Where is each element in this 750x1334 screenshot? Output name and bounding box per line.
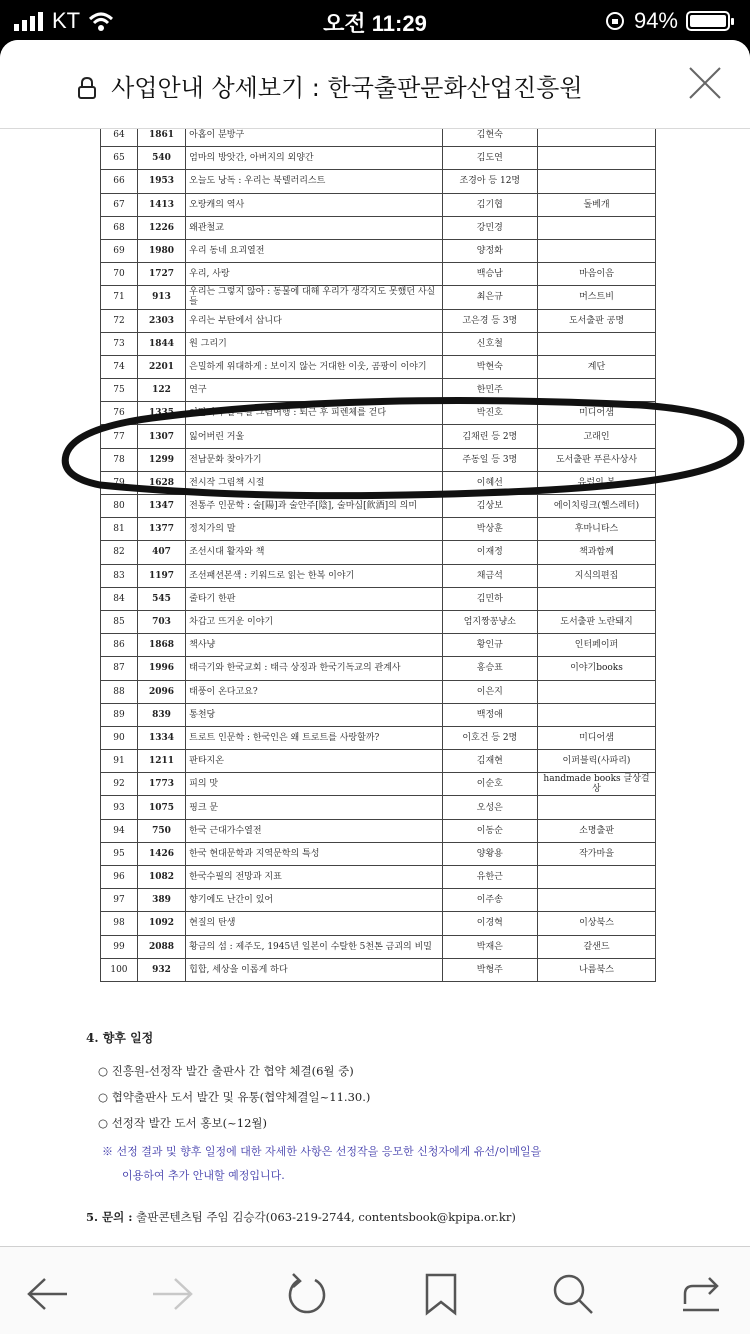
row-number: 81 <box>101 518 138 541</box>
publisher-cell: 도서출판 노란돼지 <box>538 610 656 633</box>
entry-id: 1773 <box>137 773 185 796</box>
entry-id: 1226 <box>137 216 185 239</box>
publisher-cell <box>538 587 656 610</box>
author-cell: 양왕용 <box>442 842 537 865</box>
row-number: 86 <box>101 634 138 657</box>
table-row <box>101 796 656 819</box>
book-title: 우리, 사랑 <box>186 263 442 286</box>
entry-id: 1299 <box>137 448 185 471</box>
author-cell: 신호철 <box>442 332 537 355</box>
author-cell: 최은규 <box>442 286 537 309</box>
selection-table <box>100 129 656 982</box>
entry-id: 2201 <box>137 355 185 378</box>
entry-id: 122 <box>137 379 185 402</box>
carrier-label: KT <box>52 8 81 33</box>
publisher-cell: 이상북스 <box>538 912 656 935</box>
book-title: 전시작 그림책 시절 <box>186 471 442 494</box>
table-row <box>101 610 656 633</box>
publisher-cell <box>538 680 656 703</box>
book-title: 피의 맛 <box>186 773 442 796</box>
entry-id: 750 <box>137 819 185 842</box>
author-cell: 이순호 <box>442 773 537 796</box>
row-number: 87 <box>101 657 138 680</box>
book-title: 왜관철교 <box>186 216 442 239</box>
table-row <box>101 309 656 332</box>
table-row <box>101 147 656 170</box>
table-row <box>101 842 656 865</box>
table-row <box>101 471 656 494</box>
author-cell: 백승남 <box>442 263 537 286</box>
row-number: 77 <box>101 425 138 448</box>
entry-id: 1377 <box>137 518 185 541</box>
book-title: 현질의 탄생 <box>186 912 442 935</box>
status-bar <box>0 0 750 40</box>
book-title: 한국 근대가수열전 <box>186 819 442 842</box>
publisher-cell <box>538 147 656 170</box>
forward-button[interactable] <box>148 1269 198 1319</box>
entry-id: 2303 <box>137 309 185 332</box>
entry-id: 389 <box>137 889 185 912</box>
author-cell: 박형주 <box>442 958 537 981</box>
table-row <box>101 750 656 773</box>
publisher-cell: handmade books 글상걸상 <box>538 773 656 796</box>
author-cell: 홍승표 <box>442 657 537 680</box>
book-title: 태풍이 온다고요? <box>186 680 442 703</box>
publisher-cell: 미디어샘 <box>538 402 656 425</box>
book-title: 전통주 인문학 : 술[陽]과 술안주[陰], 술마심[飮酒]의 의미 <box>186 495 442 518</box>
entry-id: 540 <box>137 147 185 170</box>
book-title: 태극기와 한국교회 : 태극 상징과 한국기독교의 관계사 <box>186 657 442 680</box>
book-title: 우리는 그렇지 않아 : 동물에 대해 우리가 생각지도 못했던 사실들 <box>186 286 442 309</box>
table-row <box>101 129 656 147</box>
battery-percent: 94% <box>633 8 678 33</box>
book-title: 한국 현대문학과 지역문학의 특성 <box>186 842 442 865</box>
entry-id: 2096 <box>137 680 185 703</box>
publisher-cell: 에이치링크(헬스레터) <box>538 495 656 518</box>
table-row <box>101 657 656 680</box>
publisher-cell: 지식의편집 <box>538 564 656 587</box>
table-row <box>101 773 656 796</box>
row-number: 93 <box>101 796 138 819</box>
row-number: 100 <box>101 958 138 981</box>
author-cell: 김현숙 <box>442 129 537 147</box>
book-title: 판타지온 <box>186 750 442 773</box>
title-text: 사업안내 상세보기 : 한국출판문화산업진흥원 <box>111 74 583 102</box>
row-number: 83 <box>101 564 138 587</box>
row-number: 88 <box>101 680 138 703</box>
book-title: 오늘도 낭독 : 우리는 북텔러리스트 <box>186 170 442 193</box>
entry-id: 1953 <box>137 170 185 193</box>
publisher-cell: 갈샌드 <box>538 935 656 958</box>
row-number: 92 <box>101 773 138 796</box>
publisher-cell: 미디어샘 <box>538 726 656 749</box>
row-number: 98 <box>101 912 138 935</box>
bookmark-icon <box>423 1272 459 1316</box>
row-number: 71 <box>101 286 138 309</box>
section4-note-2: 이용하여 추가 안내할 예정입니다. <box>122 1169 285 1182</box>
bookmark-button[interactable] <box>416 1269 466 1319</box>
entry-id: 839 <box>137 703 185 726</box>
entry-id: 1082 <box>137 866 185 889</box>
author-cell: 주동일 등 3명 <box>442 448 537 471</box>
author-cell: 고은경 등 3명 <box>442 309 537 332</box>
battery-icon <box>686 10 736 32</box>
author-cell: 박현숙 <box>442 355 537 378</box>
book-title: 은밀하게 위대하게 : 보이지 않는 거대한 이웃, 곰팡이 이야기 <box>186 355 442 378</box>
author-cell: 이혜선 <box>442 471 537 494</box>
share-icon <box>679 1274 723 1314</box>
share-button[interactable] <box>676 1269 726 1319</box>
back-arrow-icon <box>25 1276 69 1312</box>
table-row <box>101 889 656 912</box>
row-number: 90 <box>101 726 138 749</box>
entry-id: 407 <box>137 541 185 564</box>
author-cell: 김상보 <box>442 495 537 518</box>
author-cell: 박재은 <box>442 935 537 958</box>
row-number: 68 <box>101 216 138 239</box>
book-title: 연구 <box>186 379 442 402</box>
section5-label: 5. 문의 : <box>86 1210 133 1224</box>
book-title: 원 그리기 <box>186 332 442 355</box>
author-cell: 오성은 <box>442 796 537 819</box>
table-row <box>101 216 656 239</box>
author-cell: 김재현 <box>442 750 537 773</box>
publisher-cell <box>538 889 656 912</box>
table-row <box>101 726 656 749</box>
orientation-lock-icon <box>604 10 626 32</box>
table-row <box>101 703 656 726</box>
author-cell: 이은지 <box>442 680 537 703</box>
author-cell: 황인규 <box>442 634 537 657</box>
book-title: 책사냥 <box>186 634 442 657</box>
entry-id: 1996 <box>137 657 185 680</box>
row-number: 64 <box>101 129 138 147</box>
entry-id: 1335 <box>137 402 185 425</box>
row-number: 67 <box>101 193 138 216</box>
close-icon[interactable] <box>688 66 722 100</box>
table-row <box>101 448 656 471</box>
book-title: 정치가의 말 <box>186 518 442 541</box>
author-cell: 이경혁 <box>442 912 537 935</box>
publisher-cell: 머스트비 <box>538 286 656 309</box>
section4-heading: 4. 향후 일정 <box>86 1031 154 1045</box>
section5-text: 출판콘텐츠팀 주임 김승각(063-219-2744, contentsbook@kpipa.or.kr) <box>136 1210 516 1224</box>
author-cell: 엄지짱꽁냥소 <box>442 610 537 633</box>
author-cell: 김도연 <box>442 147 537 170</box>
table-row <box>101 634 656 657</box>
table-row <box>101 958 656 981</box>
book-title: 아홉이 분방구 <box>186 129 442 147</box>
book-title: 우리 동네 요괴열전 <box>186 239 442 262</box>
author-cell: 박상훈 <box>442 518 537 541</box>
table-row <box>101 332 656 355</box>
entry-id: 1334 <box>137 726 185 749</box>
book-title: 트로트 인문학 : 한국인은 왜 트로트를 사랑할까? <box>186 726 442 749</box>
author-cell: 이동순 <box>442 819 537 842</box>
table-row <box>101 170 656 193</box>
row-number: 78 <box>101 448 138 471</box>
row-number: 94 <box>101 819 138 842</box>
author-cell: 조경아 등 12명 <box>442 170 537 193</box>
book-title: 조선패션본색 : 키워드로 읽는 한복 이야기 <box>186 564 442 587</box>
table-row <box>101 564 656 587</box>
publisher-cell <box>538 796 656 819</box>
entry-id: 1211 <box>137 750 185 773</box>
entry-id: 1861 <box>137 129 185 147</box>
row-number: 84 <box>101 587 138 610</box>
row-number: 85 <box>101 610 138 633</box>
table-row <box>101 379 656 402</box>
table-row <box>101 263 656 286</box>
section5 <box>86 1209 516 1225</box>
publisher-cell: 후마니타스 <box>538 518 656 541</box>
entry-id: 1413 <box>137 193 185 216</box>
row-number: 70 <box>101 263 138 286</box>
publisher-cell: 이야기books <box>538 657 656 680</box>
search-icon <box>551 1272 595 1316</box>
entry-id: 1727 <box>137 263 185 286</box>
status-time: 오전 11:29 <box>323 11 427 36</box>
book-title: 엄마의 방앗간, 아버지의 외양간 <box>186 147 442 170</box>
section4-bullet-3: ○ 선정작 발간 도서 홍보(~12월) <box>98 1116 267 1130</box>
publisher-cell: 소명출판 <box>538 819 656 842</box>
table-row <box>101 587 656 610</box>
row-number: 80 <box>101 495 138 518</box>
table-row <box>101 286 656 309</box>
document-content <box>0 129 750 1245</box>
table-row <box>101 866 656 889</box>
row-number: 79 <box>101 471 138 494</box>
entry-id: 932 <box>137 958 185 981</box>
reload-button[interactable] <box>282 1269 332 1319</box>
book-title: 잃어버린 거울 <box>186 425 442 448</box>
book-title: 줄타기 한판 <box>186 587 442 610</box>
publisher-cell <box>538 379 656 402</box>
book-title: 이탈리아 골목길 그림여행 : 퇴근 후 피렌체를 걷다 <box>186 402 442 425</box>
publisher-cell: 마음이음 <box>538 263 656 286</box>
row-number: 91 <box>101 750 138 773</box>
author-cell: 양정화 <box>442 239 537 262</box>
author-cell: 김기협 <box>442 193 537 216</box>
book-title: 황금의 섬 : 제주도, 1945년 일본이 수탈한 5천톤 금괴의 비밀 <box>186 935 442 958</box>
entry-id: 1868 <box>137 634 185 657</box>
entry-id: 1426 <box>137 842 185 865</box>
publisher-cell: 도서출판 공명 <box>538 309 656 332</box>
publisher-cell: 유럽의 봄 <box>538 471 656 494</box>
row-number: 66 <box>101 170 138 193</box>
publisher-cell: 책과함께 <box>538 541 656 564</box>
book-title: 우리는 부탄에서 삽니다 <box>186 309 442 332</box>
author-cell: 김민하 <box>442 587 537 610</box>
book-title: 차갑고 뜨거운 이야기 <box>186 610 442 633</box>
publisher-cell <box>538 703 656 726</box>
publisher-cell: 나름북스 <box>538 958 656 981</box>
publisher-cell: 고래인 <box>538 425 656 448</box>
publisher-cell <box>538 170 656 193</box>
author-cell: 채금석 <box>442 564 537 587</box>
table-row <box>101 355 656 378</box>
row-number: 97 <box>101 889 138 912</box>
entry-id: 1844 <box>137 332 185 355</box>
author-cell: 이주송 <box>442 889 537 912</box>
book-title: 힙합, 세상을 이롭게 하다 <box>186 958 442 981</box>
row-number: 76 <box>101 402 138 425</box>
entry-id: 1628 <box>137 471 185 494</box>
forward-arrow-icon <box>151 1276 195 1312</box>
entry-id: 1092 <box>137 912 185 935</box>
author-cell: 유한근 <box>442 866 537 889</box>
entry-id: 913 <box>137 286 185 309</box>
row-number: 73 <box>101 332 138 355</box>
table-row <box>101 680 656 703</box>
lock-icon <box>77 77 97 99</box>
author-cell: 한민주 <box>442 379 537 402</box>
book-title: 전남문화 찾아가기 <box>186 448 442 471</box>
row-number: 69 <box>101 239 138 262</box>
author-cell: 백정애 <box>442 703 537 726</box>
table-row <box>101 402 656 425</box>
entry-id: 1307 <box>137 425 185 448</box>
author-cell: 박진호 <box>442 402 537 425</box>
row-number: 72 <box>101 309 138 332</box>
entry-id: 1347 <box>137 495 185 518</box>
browser-toolbar <box>0 1246 750 1334</box>
publisher-cell: 돌베개 <box>538 193 656 216</box>
table-row <box>101 193 656 216</box>
section4-bullet-2: ○ 협약출판사 도서 발간 및 유통(협약체결일~11.30.) <box>98 1090 371 1104</box>
book-title: 향기에도 난간이 있어 <box>186 889 442 912</box>
book-title: 조선시대 활자와 책 <box>186 541 442 564</box>
section4-note-1: ※ 선정 결과 및 향후 일정에 대한 자세한 사항은 선정작을 응모한 신청자에게 유선/이메일을 <box>102 1145 542 1158</box>
author-cell: 이호건 등 2명 <box>442 726 537 749</box>
row-number: 65 <box>101 147 138 170</box>
entry-id: 545 <box>137 587 185 610</box>
back-button[interactable] <box>22 1269 72 1319</box>
publisher-cell: 작가마을 <box>538 842 656 865</box>
row-number: 99 <box>101 935 138 958</box>
row-number: 75 <box>101 379 138 402</box>
book-title: 한국수필의 전망과 지표 <box>186 866 442 889</box>
publisher-cell <box>538 332 656 355</box>
reload-icon <box>285 1272 329 1316</box>
search-button[interactable] <box>548 1269 598 1319</box>
table-row <box>101 495 656 518</box>
book-title: 핑크 문 <box>186 796 442 819</box>
entry-id: 2088 <box>137 935 185 958</box>
browser-sheet <box>0 40 750 1334</box>
page-title <box>0 68 660 103</box>
publisher-cell: 이퍼블릭(사파리) <box>538 750 656 773</box>
table-row <box>101 819 656 842</box>
publisher-cell: 도서출판 푸른사상사 <box>538 448 656 471</box>
row-number: 95 <box>101 842 138 865</box>
status-right <box>604 8 736 34</box>
row-number: 96 <box>101 866 138 889</box>
table-row <box>101 541 656 564</box>
section4-bullet-1: ○ 진흥원-선정작 발간 출판사 간 협약 체결(6월 중) <box>98 1064 354 1078</box>
title-bar <box>0 40 750 129</box>
publisher-cell: 계단 <box>538 355 656 378</box>
publisher-cell <box>538 216 656 239</box>
row-number: 82 <box>101 541 138 564</box>
publisher-cell <box>538 129 656 147</box>
table-row <box>101 912 656 935</box>
author-cell: 강민경 <box>442 216 537 239</box>
entry-id: 1980 <box>137 239 185 262</box>
author-cell: 김채린 등 2명 <box>442 425 537 448</box>
table-row <box>101 935 656 958</box>
book-title: 통천당 <box>186 703 442 726</box>
book-title: 오랑캐의 역사 <box>186 193 442 216</box>
author-cell: 이재정 <box>442 541 537 564</box>
entry-id: 1197 <box>137 564 185 587</box>
publisher-cell <box>538 239 656 262</box>
publisher-cell <box>538 866 656 889</box>
table-row <box>101 239 656 262</box>
table-row <box>101 425 656 448</box>
entry-id: 1075 <box>137 796 185 819</box>
row-number: 89 <box>101 703 138 726</box>
entry-id: 703 <box>137 610 185 633</box>
publisher-cell: 인터페이퍼 <box>538 634 656 657</box>
row-number: 74 <box>101 355 138 378</box>
table-row <box>101 518 656 541</box>
